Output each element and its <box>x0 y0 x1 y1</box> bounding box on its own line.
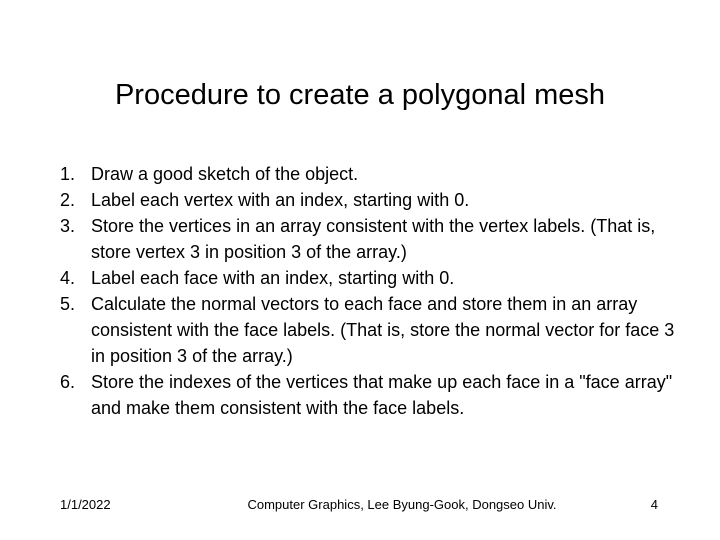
step-number: 2. <box>60 190 76 210</box>
step-number: 6. <box>60 372 76 392</box>
list-item <box>60 291 680 369</box>
list-item <box>60 161 680 187</box>
procedure-list <box>60 161 680 421</box>
step-text: Draw a good sketch of the object. <box>91 164 359 184</box>
list-item <box>60 213 680 265</box>
footer-course-info: Computer Graphics, Lee Byung-Gook, Dongseo Univ. <box>247 497 557 512</box>
step-number: 5. <box>60 294 76 314</box>
slide-title: Procedure to create a polygonal mesh <box>114 79 606 111</box>
list-item <box>60 265 680 291</box>
step-text: Store the indexes of the vertices that make up each face in a "face array" and make them consistent with the face labels. <box>91 372 673 418</box>
step-text: Calculate the normal vectors to each face and store them in an array consistent with the face labels. (That is, store the normal vector for face 3 in position 3 of the array.) <box>91 294 675 366</box>
slide-number: 4 <box>650 497 658 512</box>
list-item <box>60 187 680 213</box>
step-text: Store the vertices in an array consistent with the vertex labels. (That is, store vertex 3 in position 3 of the array.) <box>91 216 656 262</box>
step-number: 3. <box>60 216 76 236</box>
footer-date: 1/1/2022 <box>60 497 111 512</box>
list-item <box>60 369 680 421</box>
step-number: 1. <box>60 164 76 184</box>
step-text: Label each vertex with an index, starting with 0. <box>91 190 470 210</box>
step-text: Label each face with an index, starting with 0. <box>91 268 455 288</box>
step-number: 4. <box>60 268 76 288</box>
